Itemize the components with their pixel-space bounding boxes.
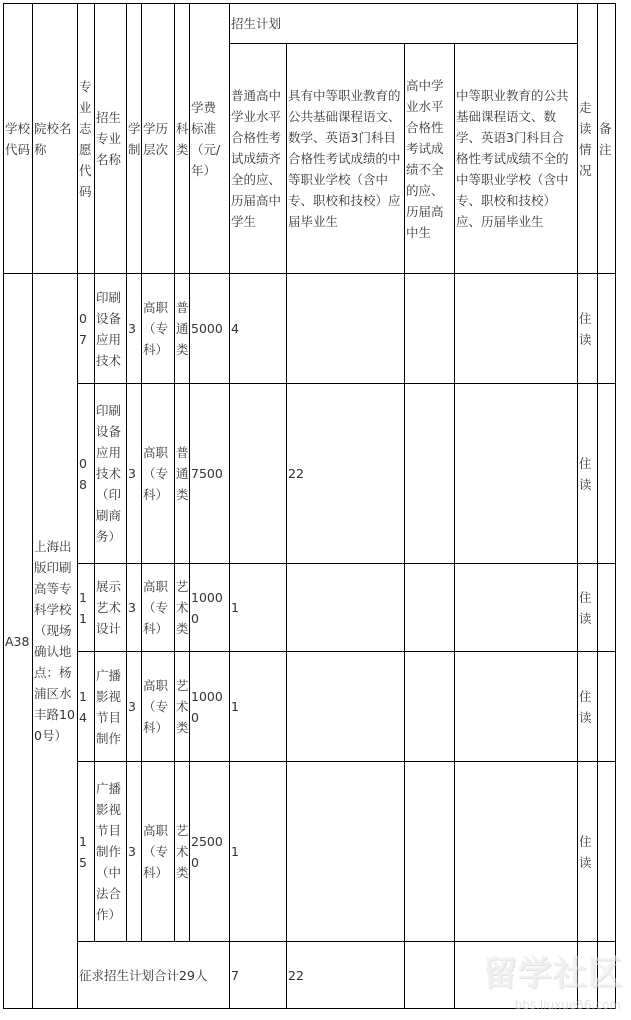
header-plan-col2: 具有中等职业教育的公共基础课程语文、数学、英语3门科目合格性考试成绩的中等职业学校（含中专、职校和技校）应届毕业生	[287, 44, 405, 274]
table-row	[4, 274, 616, 384]
total-plan-col2: 22	[287, 942, 405, 1009]
plan-col1-value	[230, 384, 287, 564]
school-name: 上海出版印刷高等专科学校（现场确认地点：杨浦区水丰路100号）	[33, 274, 78, 1009]
site-watermark	[453, 954, 623, 1014]
boarding: 住读	[578, 564, 598, 652]
header-plan-col3: 高中学业水平合格性考试成绩不全的应、历届高中生	[405, 44, 455, 274]
header-major-name: 招生专业名称	[95, 4, 127, 274]
watermark-url: bbs.liuxue86.com	[514, 998, 621, 1012]
major-name: 广播影视节目制作（中法合作）	[95, 762, 127, 942]
duration: 3	[127, 762, 142, 942]
duration: 3	[127, 274, 142, 384]
plan-col3-value	[405, 384, 455, 564]
total-label: 征求招生计划合计29人	[78, 942, 230, 1009]
plan-col3-value	[405, 274, 455, 384]
major-code: 14	[78, 652, 95, 762]
plan-col1-value: 1	[230, 564, 287, 652]
header-school-name: 院校名称	[33, 4, 78, 274]
total-plan-col3	[405, 942, 455, 1009]
header-school-code: 学校代码	[4, 4, 33, 274]
header-plan-col4: 中等职业教育的公共基础课程语文、数学、英语3门科目合格性考试成绩不全的中等职业学校（含中专、职校和技校）应、历届毕业生	[455, 44, 578, 274]
plan-col4-value	[455, 564, 578, 652]
remark	[598, 652, 616, 762]
plan-col3-value	[405, 564, 455, 652]
header-level: 学历层次	[142, 4, 175, 274]
duration: 3	[127, 384, 142, 564]
table-row	[4, 384, 616, 564]
level: 高职（专科）	[142, 564, 175, 652]
plan-col3-value	[405, 762, 455, 942]
plan-col2-value	[287, 274, 405, 384]
category: 艺术类	[175, 652, 190, 762]
plan-col4-value	[455, 762, 578, 942]
plan-col3-value	[405, 652, 455, 762]
plan-col4-value	[455, 652, 578, 762]
level: 高职（专科）	[142, 384, 175, 564]
remark	[598, 762, 616, 942]
remark	[598, 274, 616, 384]
major-name: 展示艺术设计	[95, 564, 127, 652]
boarding: 住读	[578, 652, 598, 762]
plan-col1-value: 4	[230, 274, 287, 384]
header-tuition: 学费标准（元/年）	[190, 4, 230, 274]
level: 高职（专科）	[142, 652, 175, 762]
plan-col2-value	[287, 762, 405, 942]
plan-col2-value	[287, 652, 405, 762]
header-plan: 招生计划	[230, 4, 578, 44]
tuition: 25000	[190, 762, 230, 942]
header-duration: 学制	[127, 4, 142, 274]
header-boarding: 走读情况	[578, 4, 598, 274]
major-code: 11	[78, 564, 95, 652]
plan-col4-value	[455, 384, 578, 564]
watermark-logo-text: 留学社区	[483, 954, 623, 994]
duration: 3	[127, 564, 142, 652]
major-name: 印刷设备应用技术	[95, 274, 127, 384]
category: 艺术类	[175, 564, 190, 652]
header-plan-col1: 普通高中学业水平合格性考试成绩齐全的应、历届高中学生	[230, 44, 287, 274]
major-code: 07	[78, 274, 95, 384]
school-code: A38	[4, 274, 33, 1009]
tuition: 10000	[190, 564, 230, 652]
level: 高职（专科）	[142, 762, 175, 942]
tuition: 10000	[190, 652, 230, 762]
boarding: 住读	[578, 384, 598, 564]
category: 艺术类	[175, 762, 190, 942]
duration: 3	[127, 652, 142, 762]
plan-col2-value	[287, 564, 405, 652]
major-code: 15	[78, 762, 95, 942]
total-plan-col1: 7	[230, 942, 287, 1009]
major-name: 广播影视节目制作	[95, 652, 127, 762]
header-remarks: 备注	[598, 4, 616, 274]
remark	[598, 384, 616, 564]
table-row	[4, 762, 616, 942]
plan-col2-value: 22	[287, 384, 405, 564]
remark	[598, 564, 616, 652]
table-row	[4, 652, 616, 762]
header-category: 科类	[175, 4, 190, 274]
plan-col1-value: 1	[230, 762, 287, 942]
major-code: 08	[78, 384, 95, 564]
plan-col4-value	[455, 274, 578, 384]
category: 普通类	[175, 274, 190, 384]
boarding: 住读	[578, 762, 598, 942]
plan-col1-value: 1	[230, 652, 287, 762]
level: 高职（专科）	[142, 274, 175, 384]
tuition: 5000	[190, 274, 230, 384]
category: 普通类	[175, 384, 190, 564]
tuition: 7500	[190, 384, 230, 564]
table-row	[4, 564, 616, 652]
major-name: 印刷设备应用技术（印刷商务）	[95, 384, 127, 564]
boarding: 住读	[578, 274, 598, 384]
admissions-plan-table	[3, 3, 616, 1009]
header-major-code: 专业志愿代码	[78, 4, 95, 274]
